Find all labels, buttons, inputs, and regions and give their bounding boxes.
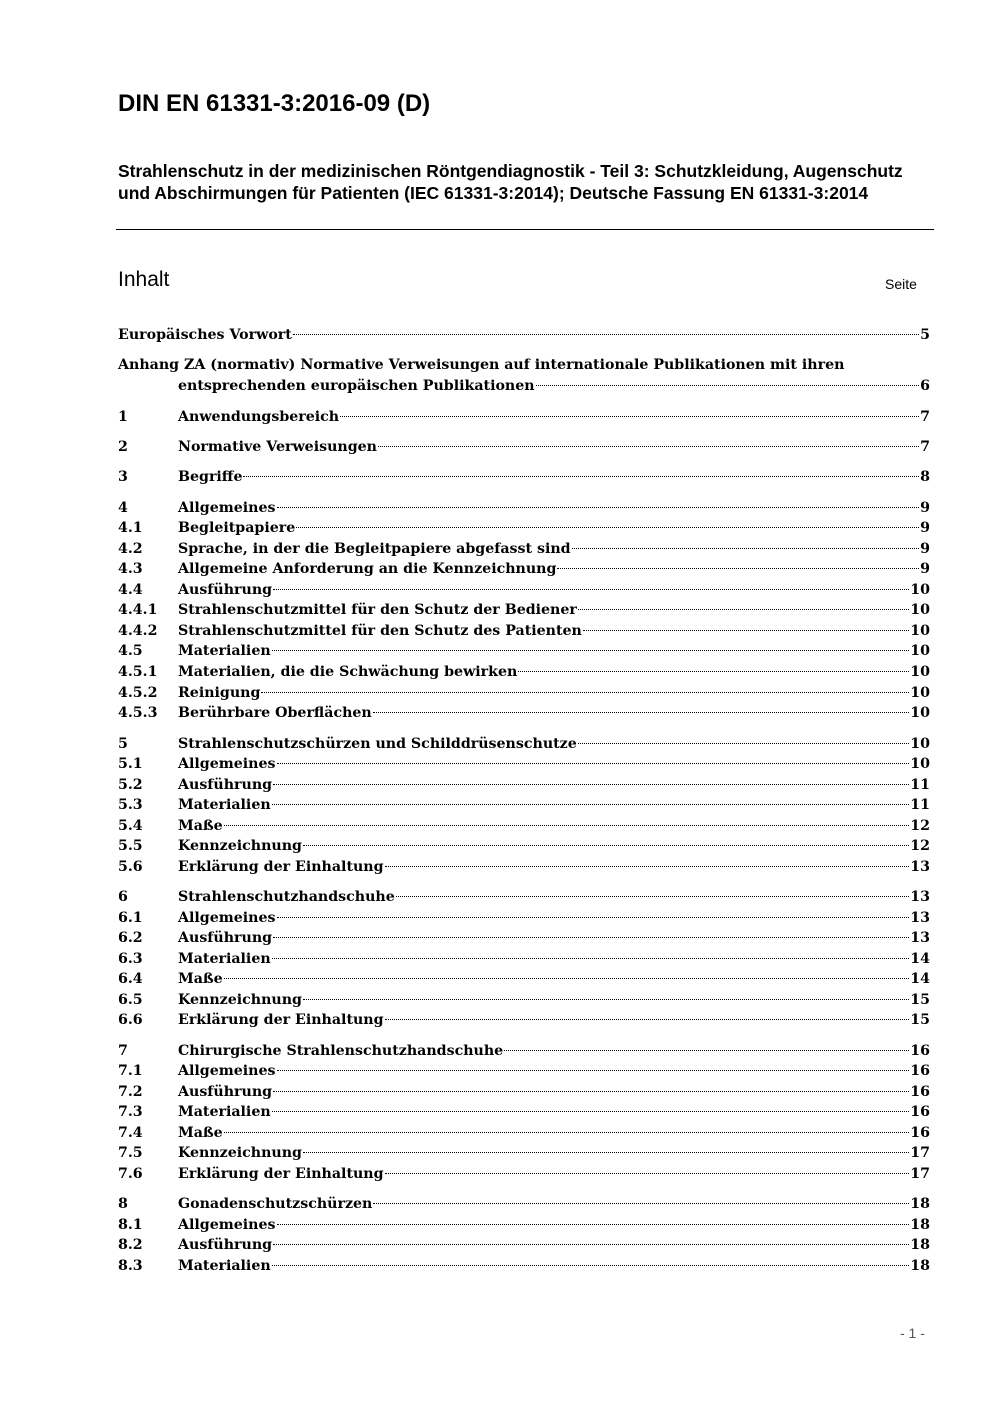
toc-entry[interactable] [118,775,930,795]
dot-leader [373,1203,909,1204]
toc-entry-title: Maße [178,818,223,834]
toc-entry[interactable] [118,1123,930,1143]
page-number: - 1 - [900,1325,925,1341]
toc-entry-title: Strahlenschutzmittel für den Schutz des Patienten [178,623,582,639]
toc-entry[interactable] [118,734,930,754]
toc-entry-number: 4.1 [118,520,143,536]
toc-entry-number: 6.3 [118,951,143,967]
toc-entry-number: 4.5.3 [118,705,158,721]
toc-entry[interactable] [118,795,930,815]
dot-leader [272,1111,910,1112]
toc-entry-number: 7.6 [118,1166,143,1182]
toc-entry-page: 17 [910,1145,930,1161]
toc-entry-number: 5.1 [118,756,143,772]
toc-entry-page: 18 [910,1237,930,1253]
toc-entry[interactable] [118,641,930,661]
toc-entry-page: 10 [910,705,930,721]
dot-leader [277,507,920,508]
dot-leader [224,825,910,826]
toc-entry-title: Begriffe [178,469,243,485]
toc-entry-number: 7 [118,1043,128,1059]
toc-entry-title: entsprechenden europäischen Publikationen [178,378,535,394]
toc-entry-number: 4.4.2 [118,623,158,639]
toc-entry-page: 18 [910,1196,930,1212]
toc-entry-page: 7 [920,439,930,455]
toc-entry-title: Allgemeines [178,1063,276,1079]
dot-leader [572,548,920,549]
toc-entry-title: Materialien [178,643,271,659]
toc-entry-page: 16 [910,1063,930,1079]
toc-entry-page: 12 [910,818,930,834]
toc-entry-title: Erklärung der Einhaltung [178,1166,384,1182]
toc-entry-page: 9 [920,520,930,536]
toc-entry-title: Strahlenschutzmittel für den Schutz der Bediener [178,602,577,618]
toc-entry-title: Ausführung [178,1084,273,1100]
toc-entry[interactable] [118,1061,930,1081]
toc-entry[interactable] [118,703,930,723]
toc-entry-title: Materialien [178,797,271,813]
toc-entry-number: 6.5 [118,992,143,1008]
toc-entry-page: 10 [910,756,930,772]
toc-entry-page: 8 [920,469,930,485]
toc-entry-title: Allgemeines [178,1217,276,1233]
toc-entry-title: Normative Verweisungen [178,439,377,455]
toc-entry-number: 7.3 [118,1104,143,1120]
toc-entry-number: 5.3 [118,797,143,813]
toc-entry-title: Ausführung [178,582,273,598]
dot-leader [293,334,919,335]
toc-entry-page: 15 [910,1012,930,1028]
toc-entry[interactable] [118,969,930,989]
toc-entry-number: 7.4 [118,1125,143,1141]
dot-leader [273,589,909,590]
toc-entry-number: 4 [118,500,128,516]
toc-entry[interactable] [118,539,930,559]
toc-entry-page: 10 [910,582,930,598]
toc-entry-page: 10 [910,685,930,701]
toc-entry-page: 10 [910,643,930,659]
dot-leader [272,650,910,651]
dot-leader [373,712,910,713]
toc-entry-page: 11 [910,797,930,813]
toc-entry-title: Kennzeichnung [178,1145,302,1161]
toc-entry-page: 12 [910,838,930,854]
toc-entry[interactable] [118,1194,930,1214]
toc-entry-annex[interactable] [178,376,930,396]
dot-leader [340,416,919,417]
toc-entry[interactable] [118,1215,930,1235]
toc-entry-number: 4.2 [118,541,143,557]
toc-entry-title: Erklärung der Einhaltung [178,1012,384,1028]
dot-leader [296,527,919,528]
toc-entry-number: 4.4 [118,582,143,598]
toc-entry-page: 9 [920,541,930,557]
dot-leader [578,609,909,610]
page-column-label: Seite [885,276,917,292]
toc-entry[interactable] [118,1235,930,1255]
toc-entry[interactable] [118,816,930,836]
toc-entry-title: Anwendungsbereich [178,409,340,425]
toc-entry-number: 4.5.1 [118,664,158,680]
toc-entry[interactable] [118,580,930,600]
toc-entry-title: Begleitpapiere [178,520,296,536]
toc-entry-page: 10 [910,623,930,639]
toc-entry-number: 7.5 [118,1145,143,1161]
dot-leader [385,1173,910,1174]
toc-entry-page: 16 [910,1043,930,1059]
toc-entry[interactable] [118,1082,930,1102]
toc-entry-annex-title[interactable]: Anhang ZA (normativ) Normative Verweisungen auf internationale Publikationen mit ihren [118,357,845,373]
toc-entry-number: 5.6 [118,859,143,875]
toc-entry-number: 1 [118,409,128,425]
toc-entry-number: 5.2 [118,777,143,793]
toc-entry[interactable] [118,1010,930,1030]
toc-entry-page: 17 [910,1166,930,1182]
dot-leader [273,784,909,785]
toc-entry-title: Allgemeines [178,756,276,772]
toc-entry-title: Chirurgische Strahlenschutzhandschuhe [178,1043,504,1059]
toc-entry[interactable] [118,754,930,774]
toc-entry[interactable] [118,887,930,907]
toc-entry-number: 6.1 [118,910,143,926]
toc-entry-title: Ausführung [178,1237,273,1253]
toc-entry[interactable] [118,407,930,427]
toc-entry-number: 4.5.2 [118,685,158,701]
dot-leader [277,917,910,918]
toc-entry-page: 18 [910,1258,930,1274]
dot-leader [273,937,909,938]
dot-leader [583,630,909,631]
dot-leader [557,568,919,569]
toc-entry-page: 9 [920,500,930,516]
dot-leader [243,476,919,477]
toc-entry-title: Reinigung [178,685,261,701]
toc-entry-number: 8 [118,1196,128,1212]
toc-entry-number: 3 [118,469,128,485]
toc-entry-page: 16 [910,1125,930,1141]
dot-leader [303,845,909,846]
toc-entry-title: Allgemeines [178,910,276,926]
dot-leader [277,1070,910,1071]
toc-entry-number: 4.5 [118,643,143,659]
toc-entry-title: Erklärung der Einhaltung [178,859,384,875]
toc-entry-title: Strahlenschutzschürzen und Schilddrüsenschutze [178,736,577,752]
toc-entry-number: 4.4.1 [118,602,158,618]
document-subtitle: Strahlenschutz in der medizinischen Röntgendiagnostik - Teil 3: Schutzkleidung, Augenschutz und Abschirmungen für Patienten (IEC 61331-3:2014); Deutsche Fassung EN 61331-3:2014 [118,161,903,203]
toc-entry-number: 7.2 [118,1084,143,1100]
toc-entry[interactable] [118,949,930,969]
toc-entry-title: Materialien, die die Schwächung bewirken [178,664,518,680]
toc-entry-number: 5.4 [118,818,143,834]
toc-entry[interactable] [118,990,930,1010]
contents-heading: Inhalt [118,268,170,291]
toc-entry-number: 4.3 [118,561,143,577]
dot-leader [277,1224,910,1225]
toc-entry-title: Europäisches Vorwort [118,327,292,343]
toc-entry-page: 10 [910,664,930,680]
toc-entry[interactable] [118,1164,930,1184]
toc-entry-title: Maße [178,971,223,987]
dot-leader [578,743,909,744]
toc-entry-number: 6 [118,889,128,905]
toc-entry-page: 7 [920,409,930,425]
toc-entry[interactable] [118,621,930,641]
toc-entry-page: 13 [910,889,930,905]
toc-entry[interactable] [118,836,930,856]
toc-entry[interactable] [118,1256,930,1276]
toc-entry[interactable] [118,498,930,518]
toc-entry-page: 13 [910,930,930,946]
dot-leader [303,999,909,1000]
toc-entry-number: 5 [118,736,128,752]
toc-entry-title: Materialien [178,951,271,967]
toc-entry-title: Kennzeichnung [178,838,302,854]
dot-leader [277,763,910,764]
toc-entry[interactable] [118,857,930,877]
toc-entry-page: 13 [910,910,930,926]
toc-entry-page: 16 [910,1084,930,1100]
toc-entry-title: Strahlenschutzhandschuhe [178,889,395,905]
toc-entry-title: Gonadenschutzschürzen [178,1196,373,1212]
toc-entry-page: 18 [910,1217,930,1233]
dot-leader [536,385,920,386]
toc-entry-page: 16 [910,1104,930,1120]
toc-entry-page: 15 [910,992,930,1008]
toc-entry[interactable] [118,1102,930,1122]
toc-entry-title: Ausführung [178,930,273,946]
dot-leader [385,1019,910,1020]
toc-entry-page: 10 [910,602,930,618]
toc-entry[interactable] [118,600,930,620]
dot-leader [303,1152,909,1153]
toc-entry[interactable] [118,518,930,538]
dot-leader [272,1265,910,1266]
dot-leader [273,1091,909,1092]
toc-entry-title: Allgemeines [178,500,276,516]
dot-leader [224,1132,910,1133]
toc-entry-page: 9 [920,561,930,577]
toc-entry-title: Ausführung [178,777,273,793]
toc-entry-page: 14 [910,971,930,987]
toc-entry-title: Materialien [178,1258,271,1274]
toc-entry-number: 2 [118,439,128,455]
toc-entry-number: 5.5 [118,838,143,854]
dot-leader [224,978,910,979]
dot-leader [518,671,909,672]
dot-leader [272,958,910,959]
toc-entry-number: 8.1 [118,1217,143,1233]
toc-entry-page: 14 [910,951,930,967]
toc-entry-page: 10 [910,736,930,752]
toc-entry-title: Materialien [178,1104,271,1120]
toc-entry-number: 6.6 [118,1012,143,1028]
toc-entry-page: 6 [920,378,930,394]
dot-leader [261,692,909,693]
toc-entry-foreword[interactable] [118,325,930,345]
dot-leader [396,896,910,897]
toc-entry-title: Berührbare Oberflächen [178,705,372,721]
toc-entry-title: Sprache, in der die Begleitpapiere abgefasst sind [178,541,571,557]
toc-entry[interactable] [118,928,930,948]
toc-entry-number: 7.1 [118,1063,143,1079]
document-title: DIN EN 61331-3:2016-09 (D) [118,90,431,117]
toc-entry[interactable] [118,662,930,682]
toc-entry[interactable] [118,1041,930,1061]
toc-entry-title: Kennzeichnung [178,992,302,1008]
toc-entry-page: 13 [910,859,930,875]
toc-entry-number: 8.2 [118,1237,143,1253]
toc-entry-number: 6.4 [118,971,143,987]
toc-entry-page: 5 [920,327,930,343]
dot-leader [272,804,910,805]
toc-entry-title: Allgemeine Anforderung an die Kennzeichnung [178,561,557,577]
toc-entry[interactable] [118,559,930,579]
dot-leader [385,866,910,867]
toc-entry-title: Maße [178,1125,223,1141]
toc-entry-number: 8.3 [118,1258,143,1274]
toc-entry[interactable] [118,1143,930,1163]
toc-entry[interactable] [118,437,930,457]
toc-entry-page: 11 [910,777,930,793]
dot-leader [273,1244,909,1245]
toc-entry[interactable] [118,683,930,703]
toc-entry[interactable] [118,908,930,928]
dot-leader [504,1050,909,1051]
toc-entry[interactable] [118,467,930,487]
toc-entry-number: 6.2 [118,930,143,946]
dot-leader [378,446,919,447]
